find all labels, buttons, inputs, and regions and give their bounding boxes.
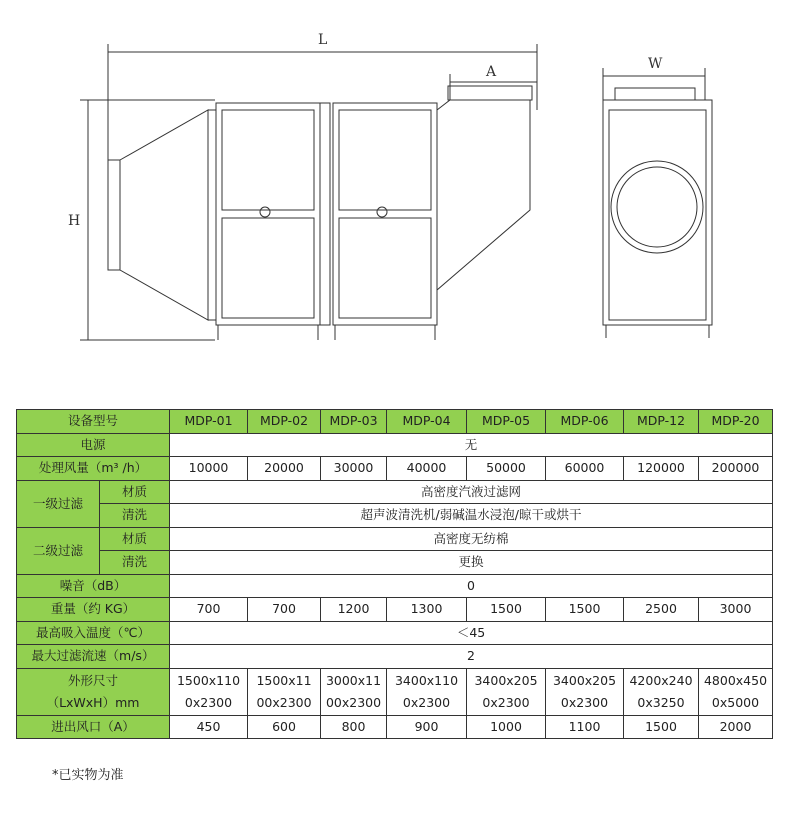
- row-label: 最高吸入温度（℃）: [17, 621, 170, 645]
- row-label: 噪音（dB）: [17, 574, 170, 598]
- cell: 4200x240 0x3250: [624, 668, 699, 715]
- cell: 10000: [170, 457, 248, 481]
- row-label: 进出风口（A）: [17, 715, 170, 739]
- cell: 1200: [321, 598, 387, 622]
- row-label: 一级过滤: [17, 480, 100, 527]
- dim-W: W: [648, 56, 663, 72]
- cell: 700: [170, 598, 248, 622]
- sub-label: 清洗: [100, 504, 170, 528]
- cell: 1500: [624, 715, 699, 739]
- table-row-temp: [17, 621, 773, 645]
- cell: 3400x110 0x2300: [387, 668, 467, 715]
- cell: 800: [321, 715, 387, 739]
- model-cell: MDP-03: [321, 410, 387, 434]
- model-cell: MDP-05: [467, 410, 546, 434]
- model-cell: MDP-01: [170, 410, 248, 434]
- cell: 20000: [248, 457, 321, 481]
- cell: 600: [248, 715, 321, 739]
- cell: 3000: [699, 598, 773, 622]
- sub-label: 清洗: [100, 551, 170, 575]
- row-label: 处理风量（m³ /h）: [17, 457, 170, 481]
- row-value: 超声波清洗机/弱碱温水浸泡/晾干或烘干: [170, 504, 773, 528]
- cell: 4800x450 0x5000: [699, 668, 773, 715]
- sub-label: 材质: [100, 527, 170, 551]
- row-label: [17, 668, 170, 715]
- table-row-power: [17, 433, 773, 457]
- row-value: 更换: [170, 551, 773, 575]
- dim-A: A: [486, 64, 497, 80]
- cell: 2000: [699, 715, 773, 739]
- cell: 1300: [387, 598, 467, 622]
- table-row-velocity: [17, 645, 773, 669]
- cell: 30000: [321, 457, 387, 481]
- table-row-airflow: [17, 457, 773, 481]
- cell: 120000: [624, 457, 699, 481]
- row-label: 二级过滤: [17, 527, 100, 574]
- cell: 2500: [624, 598, 699, 622]
- table-row-weight: [17, 598, 773, 622]
- equipment-drawing: [0, 0, 790, 400]
- cell: 1000: [467, 715, 546, 739]
- cell: 200000: [699, 457, 773, 481]
- row-label: 最大过滤流速（m/s）: [17, 645, 170, 669]
- cell: 60000: [546, 457, 624, 481]
- row-value: 高密度汽液过滤网: [170, 480, 773, 504]
- cell: 1500: [546, 598, 624, 622]
- spec-table: [16, 409, 773, 739]
- table-row-header: [17, 410, 773, 434]
- cell: 3400x205 0x2300: [546, 668, 624, 715]
- cell: 450: [170, 715, 248, 739]
- cell: 1100: [546, 715, 624, 739]
- cell: 1500: [467, 598, 546, 622]
- cell: 700: [248, 598, 321, 622]
- cell: 3000x11 00x2300: [321, 668, 387, 715]
- cell: 50000: [467, 457, 546, 481]
- sub-label: 材质: [100, 480, 170, 504]
- cell: 3400x205 0x2300: [467, 668, 546, 715]
- table-row-filter1-clean: [17, 504, 773, 528]
- cell: 1500x110 0x2300: [170, 668, 248, 715]
- model-cell: MDP-20: [699, 410, 773, 434]
- row-label: 重量（约 KG）: [17, 598, 170, 622]
- cell: 40000: [387, 457, 467, 481]
- size-label-2: （LxWxH）mm: [46, 694, 140, 710]
- model-cell: MDP-12: [624, 410, 699, 434]
- table-row-noise: [17, 574, 773, 598]
- table-row-size: [17, 668, 773, 715]
- row-value: 2: [170, 645, 773, 669]
- model-cell: MDP-02: [248, 410, 321, 434]
- row-value: 高密度无纺棉: [170, 527, 773, 551]
- cell: 1500x11 00x2300: [248, 668, 321, 715]
- row-value: 无: [170, 433, 773, 457]
- row-value: ＜45: [170, 621, 773, 645]
- row-label: 电源: [17, 433, 170, 457]
- dim-H: H: [68, 213, 81, 229]
- size-label-1: 外形尺寸: [68, 672, 119, 688]
- model-cell: MDP-06: [546, 410, 624, 434]
- header-label: 设备型号: [17, 410, 170, 434]
- dim-L: L: [318, 32, 328, 48]
- table-row-filter2-material: [17, 527, 773, 551]
- table-row-filter1-material: [17, 480, 773, 504]
- footnote: *已实物为准: [52, 768, 124, 783]
- table-row-filter2-clean: [17, 551, 773, 575]
- model-cell: MDP-04: [387, 410, 467, 434]
- row-value: 0: [170, 574, 773, 598]
- cell: 900: [387, 715, 467, 739]
- table-row-port: [17, 715, 773, 739]
